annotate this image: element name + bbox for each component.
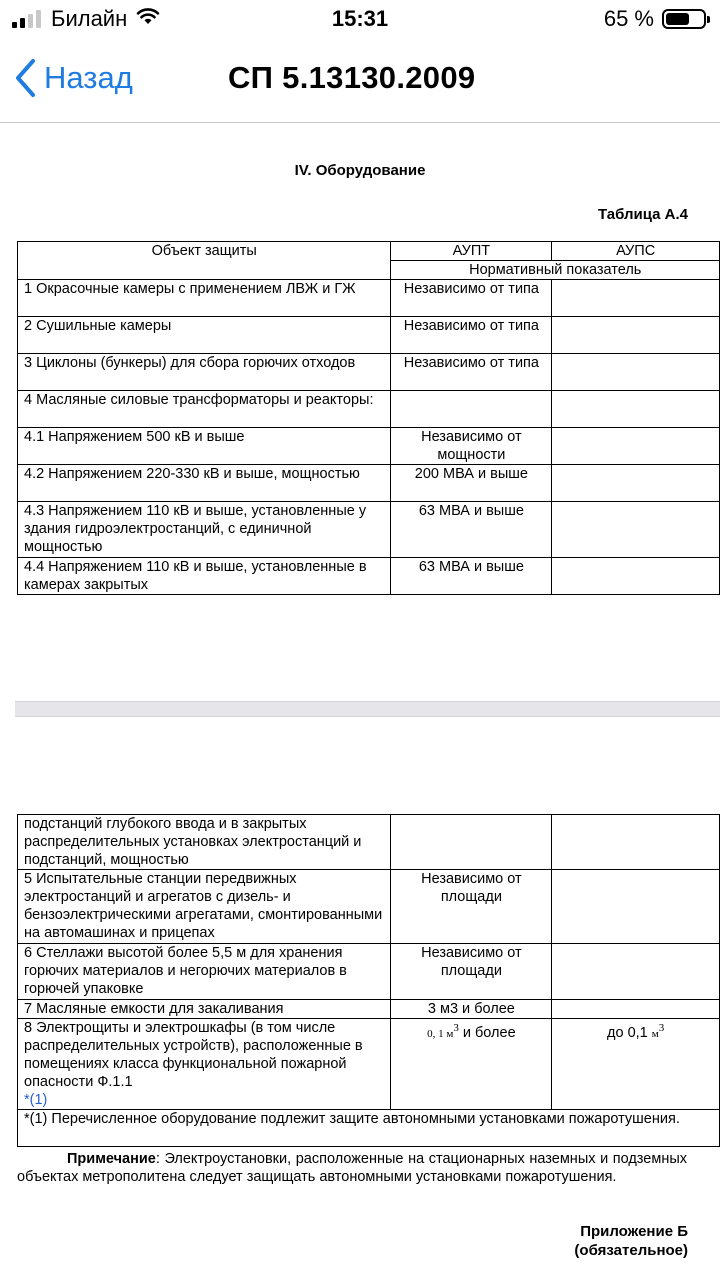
table-row	[18, 317, 720, 354]
cell-object: 4.4 Напряжением 110 кВ и выше, установленные в камерах закрытых	[18, 558, 391, 595]
header-aups: АУПС	[552, 242, 720, 261]
row8-aups-unit: м	[651, 1027, 659, 1040]
cell-aupt	[391, 1019, 552, 1110]
note-label: Примечание	[67, 1151, 156, 1167]
cell-aupt: Независимо от типа	[391, 317, 552, 354]
row8-aupt-suffix: и более	[462, 1024, 516, 1041]
table-row	[18, 465, 720, 502]
table-label: Таблица А.4	[597, 206, 688, 223]
cell-aupt: Независимо от типа	[391, 354, 552, 391]
cell-aups	[552, 815, 720, 870]
cell-aups	[552, 944, 720, 1000]
page-separator	[15, 701, 720, 717]
cell-aups	[552, 1000, 720, 1019]
row8-aupt-sup: 3	[453, 1022, 459, 1034]
document-view[interactable]	[0, 124, 720, 1280]
equipment-table-part2	[17, 814, 720, 1147]
status-bar	[0, 0, 720, 40]
cell-aups	[552, 465, 720, 502]
table-row	[18, 1019, 720, 1110]
appendix-subtitle: (обязательное)	[574, 1242, 688, 1259]
chevron-left-icon	[14, 58, 36, 98]
row8-aups-prefix: до 0,1	[607, 1024, 648, 1041]
cell-aupt: Независимо от площади	[391, 944, 552, 1000]
page-title: СП 5.13130.2009	[228, 60, 476, 95]
cell-aups	[552, 870, 720, 944]
table-row	[18, 428, 720, 465]
table-row	[18, 815, 720, 870]
appendix-title: Приложение Б	[580, 1223, 688, 1240]
cell-aupt: Независимо от типа	[391, 280, 552, 317]
table-row	[18, 502, 720, 558]
table-row	[18, 354, 720, 391]
battery-fill	[666, 13, 689, 25]
battery-percent: 65 %	[603, 6, 654, 31]
navigation-bar	[0, 40, 720, 123]
cell-aupt: 200 МВА и выше	[391, 465, 552, 502]
cell-object: 1 Окрасочные камеры с применением ЛВЖ и ГЖ	[18, 280, 391, 317]
status-right	[604, 6, 706, 32]
back-label: Назад	[44, 60, 133, 95]
cell-object	[18, 1019, 391, 1110]
cell-aups	[552, 1019, 720, 1110]
cell-aupt: Независимо от площади	[391, 870, 552, 944]
cell-object: 4.1 Напряжением 500 кВ и выше	[18, 428, 391, 465]
cell-object: 7 Масляные емкости для закаливания	[18, 1000, 391, 1019]
cell-object: 4 Масляные силовые трансформаторы и реакторы:	[18, 391, 391, 428]
cell-object: 4.3 Напряжением 110 кВ и выше, установленные у здания гидроэлектростанций, с единичной мощностью	[18, 502, 391, 558]
row8-aupt-value: 0, 1 м	[427, 1027, 454, 1040]
appendix-heading	[574, 1222, 688, 1260]
cell-aupt	[391, 815, 552, 870]
cell-object: 6 Стеллажи высотой более 5,5 м для хранения горючих материалов и негорючих материалов в горючей упаковке	[18, 944, 391, 1000]
cell-aups	[552, 391, 720, 428]
cell-object: 5 Испытательные станции передвижных электростанций и агрегатов с дизель- и бензоэлектрическими агрегатами, смонтированными на автомашинах и прицепах	[18, 870, 391, 944]
cell-object: 2 Сушильные камеры	[18, 317, 391, 354]
note-paragraph	[17, 1150, 687, 1186]
header-object: Объект защиты	[18, 242, 391, 280]
note-text: : Электроустановки, расположенные на стационарных наземных и подземных объектах метрополитена следует защищать автономными установками пожаротушения.	[17, 1151, 687, 1185]
cell-object: 3 Циклоны (бункеры) для сбора горючих отходов	[18, 354, 391, 391]
header-normative: Нормативный показатель	[391, 261, 720, 280]
carrier-name: Билайн	[51, 6, 128, 31]
cell-object: подстанций глубокого ввода и в закрытых распределительных установках электростанций и подстанций, мощностью	[18, 815, 391, 870]
cell-aups	[552, 502, 720, 558]
cell-aupt	[391, 391, 552, 428]
cell-aups	[552, 317, 720, 354]
cell-aupt: 63 МВА и выше	[391, 502, 552, 558]
cell-aups	[552, 428, 720, 465]
cell-aupt: 3 м3 и более	[391, 1000, 552, 1019]
cell-aupt: Независимо от мощности	[391, 428, 552, 465]
cell-aups	[552, 280, 720, 317]
battery-cap	[707, 16, 710, 23]
back-button[interactable]	[14, 58, 133, 98]
table-row	[18, 944, 720, 1000]
footnote-text: *(1) Перечисленное оборудование подлежит защите автономными установками пожаротушения.	[18, 1110, 720, 1147]
cell-object: 4.2 Напряжением 220-330 кВ и выше, мощностью	[18, 465, 391, 502]
footnote-link[interactable]: *(1)	[24, 1092, 48, 1108]
row8-object-text: 8 Электрощиты и электрошкафы (в том числе распределительных устройств), расположенные в помещениях класса функциональной пожарной опасности Ф.1.1	[24, 1020, 363, 1090]
row8-aups-sup: 3	[658, 1022, 665, 1034]
table-row	[18, 870, 720, 944]
table-row	[18, 391, 720, 428]
table-row	[18, 1000, 720, 1019]
cell-aups	[552, 354, 720, 391]
table-row	[18, 280, 720, 317]
table-row	[18, 558, 720, 595]
section-title: IV. Оборудование	[294, 162, 426, 179]
cell-aups	[552, 558, 720, 595]
battery-icon	[662, 9, 706, 29]
footnote-row	[18, 1110, 720, 1147]
equipment-table-part1	[17, 241, 720, 595]
cell-aupt: 63 МВА и выше	[391, 558, 552, 595]
header-aupt: АУПТ	[391, 242, 552, 261]
clock: 15:31	[331, 6, 389, 31]
